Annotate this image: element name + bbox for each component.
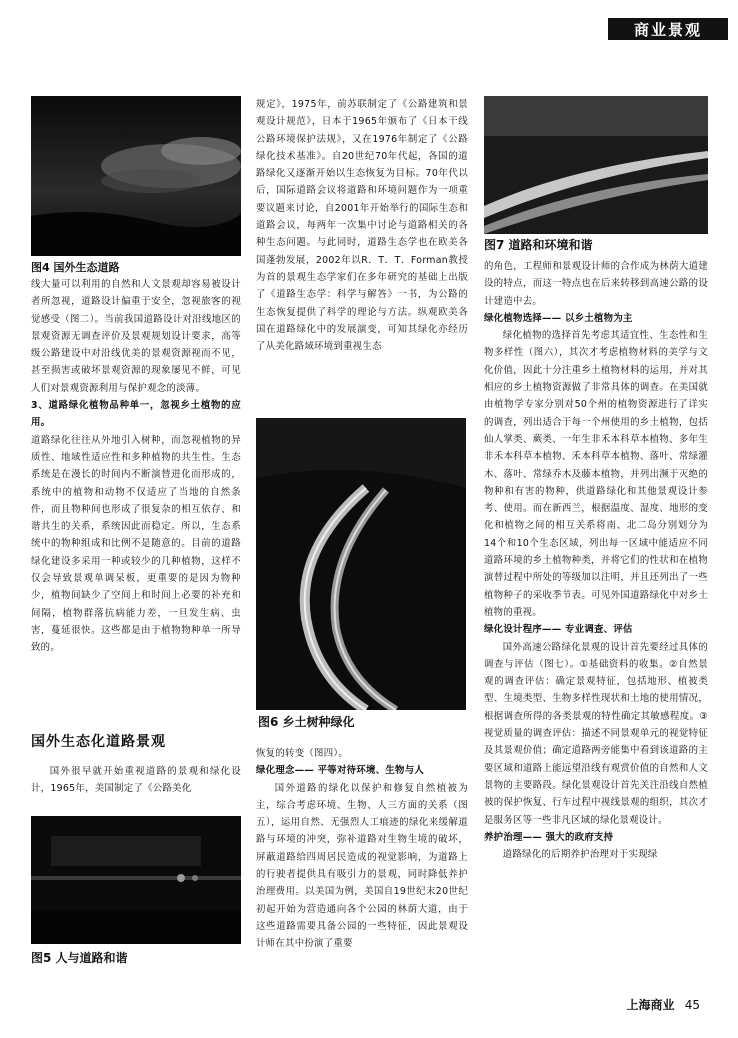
- page-number: 45: [684, 998, 700, 1012]
- figure-5-photo: [31, 816, 241, 944]
- figure-4-photo: [31, 96, 241, 256]
- column-3-paragraph-2: 绿化植物的选择首先考虑其适宜性、生态性和生物多样性（图六），其次才考虑植物材料的美学与文化价值，因此十分注重乡土植物材料的运用，并对其相应的乡土植物资源做了非常具体的调查。在美国就由植物学专家分别对50个州的植物资源进行了详实的调查，列出适合于每一个州使用的乡土植物，包括仙人掌类、蕨类、一年生非禾本科草本植物、多年生非禾本科草本植物、禾本科草本植物、落叶、常绿灌木、落叶、常绿乔木及藤本植物，并列出濒于灭绝的物种和有害的物种，供道路绿化和其他景观设计参考、使用。而在新西兰，根据温度、湿度、地形的变化和植物之间的相互关系将南、北二岛分别划分为14个和10个生态区域，列出每一区域中能适应不同道路环境的乡土植物种类，并将它们的性状和在植物演替过程中所处的等级加以注明，并且还列出了一些植物种子的采收季节表。可见外国道路绿化中对乡土植物的重视。: [484, 330, 708, 618]
- journal-name: 上海商业: [626, 998, 675, 1012]
- column-1-paragraph-3: 国外很早就开始重视道路的景观和绿化设计，1965年，美国制定了《公路美化: [31, 766, 241, 795]
- figure-4-caption: 图4 国外生态道路: [31, 261, 120, 274]
- column-2-top: [256, 96, 468, 355]
- figure-4-image: [31, 96, 241, 256]
- figure-7-photo: [484, 96, 708, 234]
- column-3-heading-2: 绿化设计程序—— 专业调查、评估: [484, 624, 633, 636]
- section-header-label: 商业景观: [633, 21, 702, 39]
- column-2-bottom: [256, 745, 468, 953]
- column-2-paragraph-2: 恢复的转变（图四）。: [256, 748, 349, 759]
- figure-7-caption: 图7 道路和环境和谐: [484, 238, 593, 252]
- column-3: [484, 258, 708, 863]
- figure-6-image: [256, 418, 466, 710]
- column-1-heading-1: 3、道路绿化植物品种单一，忽视乡土植物的应用。: [31, 400, 241, 429]
- column-2-heading-1: 绿化理念—— 平等对待环境、生物与人: [256, 765, 425, 777]
- column-3-paragraph-1: 的角色，工程师和景观设计师的合作成为林荫大道建设的特点，而这一特点也在后来转移到高速公路的设计建造中去。: [484, 261, 708, 307]
- column-1-top: [31, 276, 241, 657]
- column-2-paragraph-3: 国外道路的绿化以保护和修复自然植被为主，综合考虑环境、生物、人三方面的关系（图五），运用自然、无强烈人工痕迹的绿化来缓解道路与环境的冲突，弥补道路对生物生境的破坏，屏蔽道路给四周居民造成的视觉影响，为道路上的行驶者提供具有吸引力的景观，同时降低养护治理费用。以美国为例，美国自19世纪末20世纪初起开始为营造通向各个公园的林荫大道，由于这些道路需要具备公园的一些特征，因此景观设计师在其中扮演了重要: [256, 782, 468, 950]
- page-footer: [627, 996, 700, 1013]
- figure-7-image: [484, 96, 708, 234]
- column-3-heading-3: 养护治理—— 强大的政府支持: [484, 831, 614, 843]
- column-3-heading-1: 绿化植物选择—— 以乡土植物为主: [484, 312, 633, 324]
- column-1-paragraph-1: 线大量可以利用的自然和人文景观却容易被设计者所忽视，道路设计偏重于安全，忽视旅客的视觉感受（图二）。当前我国道路设计对沿线地区的景观资源无调查评价及景观规划设计要求，高等级公路建设中对沿线优美的景观资源视而不见，甚至损害或破坏景观资源的现象屡见不鲜，可见人们对景观资源利用与保护观念的淡薄。: [31, 279, 241, 394]
- figure-5-caption: 图5 人与道路和谐: [31, 951, 128, 965]
- figure-6-photo: [256, 418, 466, 710]
- figure-5-image: [31, 816, 241, 944]
- figure-6-caption: 图6 乡土树种绿化: [258, 715, 355, 729]
- column-1-paragraph-2: 道路绿化往往从外地引入树种，而忽视植物的异质性、地域性适应性和多种植物的共生性。生态系统是在漫长的时间内不断演替进化而形成的，系统中的植物和动物不仅适应了当地的自然条件，而且物种间也形成了很复杂的相互依存、和谐共生的关系，系统因此而稳定。所以，生态系统中的物种组成和比例不是随意的。目前的道路绿化建设多采用一种或较少的几种植物，这样不仅会导致景观单调呆板，更重要的是因为物种少，植物间缺少了空间上和时间上必要的补充和间隔，植物群落抗病能力差，一旦发生病、虫害，蔓延很快。这些都是由于植物物种单一所导致的。: [31, 434, 241, 654]
- column-2-paragraph-1: 规定》，1975年，前苏联制定了《公路建筑和景观设计规范》，日本于1965年颁布了《日本干线公路环境保护法规》，又在1976年制定了《公路绿化技术基准》。自20世纪70年代起，各国的道路绿化又逐渐开始以生态恢复为目标。70年代以后，国际道路会议将道路和环境问题作为一项重要议题来讨论，自2001年开始举行的国际生态和道路会议，每两年一次集中讨论与道路相关的各种生态问题。与此同时，道路生态学也在欧美各国蓬勃发展，2002年以R．T．T．Forman教授为首的景观生态学家们在多年研究的基础上出版了《道路生态学：科学与解答》一书，为公路的生态恢复提供了科学的理论与方法。纵观欧美各国在道路绿化中的发展演变，可知其绿化亦经历了从美化路域环境到重视生态: [256, 99, 468, 353]
- section-title: 国外生态化道路景观: [31, 734, 166, 750]
- column-3-paragraph-3: 国外高速公路绿化景观的设计首先要经过具体的调查与评估（图七）。①基础资料的收集。②自然景观的调查评估：确定景观特征，包括地形、植被类型、生境类型、生物多样性现状和土地的使用情况，根据调查所得的各类景观的特性确定其敏感程度。③视觉质量的调查评估：描述不同景观单元的视觉特征及其景观价值；确定道路两旁能集中看到该道路的主要区域和道路上能远望沿线有观赏价值的自然和人文景物的主要路段。绿化景观设计首先关注沿线自然植被的保护恢复、行车过程中视线景观的组织，其次才是服务区等一些非凡区域的绿化景观设计。: [484, 641, 708, 826]
- section-header: [608, 18, 728, 40]
- column-3-paragraph-4: 道路绿化的后期养护治理对于实现绿: [502, 849, 658, 861]
- column-1-bottom: [31, 763, 241, 798]
